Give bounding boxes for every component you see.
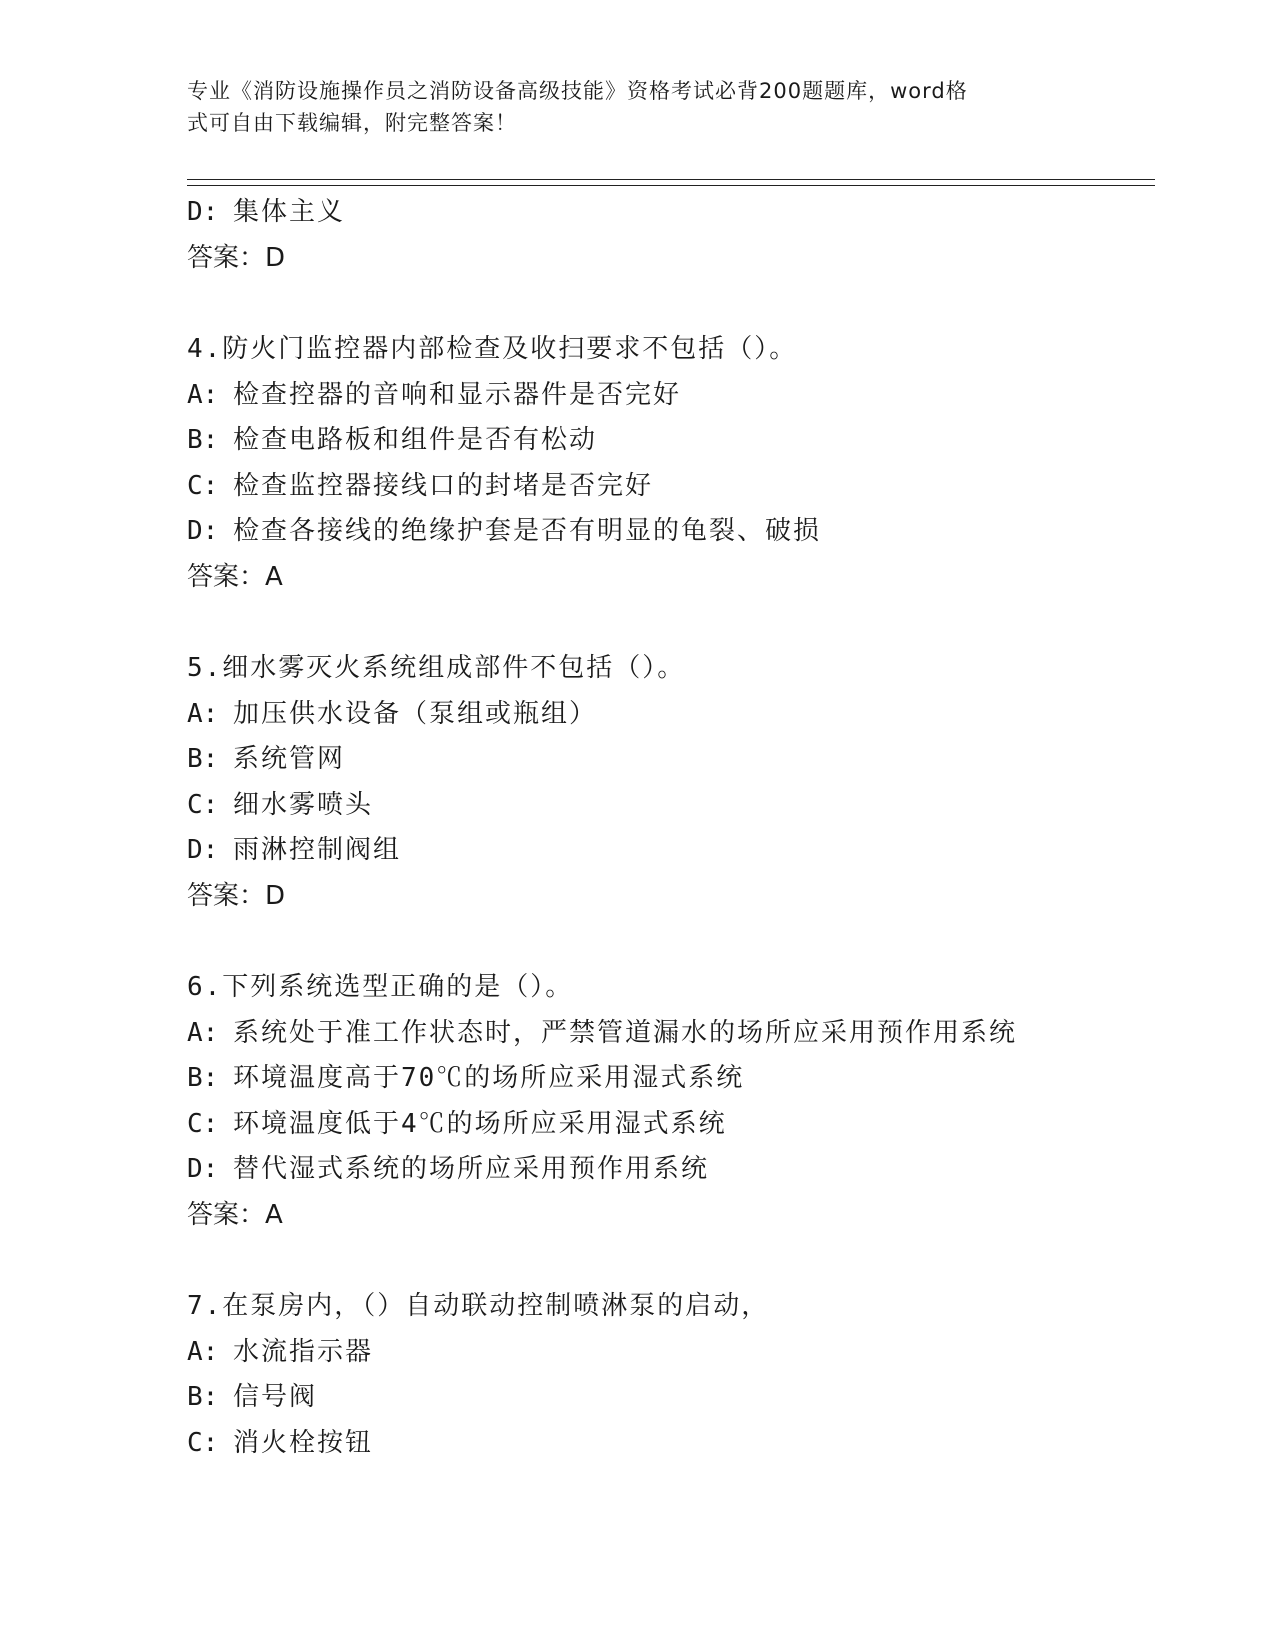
option-text: 环境温度低于4℃的场所应采用湿式系统 [233,1108,727,1139]
question-list [187,190,1147,1466]
spacer [187,281,1147,327]
option-b [187,418,1147,464]
answer-line: 答案：D [187,242,286,273]
answer-line: 答案：A [187,1199,283,1230]
header-line-2: 式可自由下载编辑，附完整答案！ [187,111,517,135]
option-d [187,509,1147,555]
question-5: 5.细水雾灭火系统组成部件不包括（）。 [187,653,686,683]
option-c [187,464,1147,510]
option-text: 环境温度高于70℃的场所应采用湿式系统 [233,1063,745,1093]
option-a [187,373,1147,419]
option-text: 雨淋控制阀组 [233,835,402,865]
option-a [187,1330,1147,1376]
option-a [187,1011,1147,1057]
option-label: A: [187,698,219,729]
option-label: C: [187,470,219,501]
option-label: D: [187,516,219,546]
document-header [187,75,1087,139]
option-text: 水流指示器 [233,1336,374,1367]
option-label: B: [187,1063,219,1093]
option-text: 信号阀 [233,1382,318,1412]
header-divider-bottom [187,185,1155,186]
answer-line: 答案：D [187,880,286,911]
option-text: 细水雾喷头 [233,789,374,820]
option-label: B: [187,1382,219,1412]
option-a [187,692,1147,738]
option-b [187,1375,1147,1421]
option-label: C: [187,1427,219,1458]
option-text: 加压供水设备（泵组或瓶组） [233,698,598,729]
option-d [187,828,1147,874]
spacer [187,919,1147,965]
option-text: 消火栓按钮 [233,1427,374,1458]
option-text: 检查电路板和组件是否有松动 [233,425,598,455]
option-text: 检查各接线的绝缘护套是否有明显的龟裂、破损 [233,516,822,546]
option-label: A: [187,379,219,410]
question-6: 6.下列系统选型正确的是（）。 [187,972,574,1002]
option-b [187,737,1147,783]
option-c [187,1421,1147,1467]
option-label: D: [187,1154,219,1184]
option-c [187,1102,1147,1148]
option-label: C: [187,1108,219,1139]
option-b [187,1056,1147,1102]
option-label: A: [187,1017,219,1048]
option-label: B: [187,425,219,455]
option-text: 替代湿式系统的场所应采用预作用系统 [233,1154,710,1184]
header-line-1: 专业《消防设施操作员之消防设备高级技能》资格考试必背200题题库，word格 [187,79,968,103]
question-4: 4.防火门监控器内部检查及收扫要求不包括（）。 [187,334,798,364]
question-7: 7.在泵房内，（）自动联动控制喷淋泵的启动， [187,1291,770,1321]
option-d [187,1147,1147,1193]
option-text: 检查监控器接线口的封堵是否完好 [233,470,654,501]
option-label: B: [187,744,219,774]
spacer [187,600,1147,646]
option-label: D: [187,197,219,227]
option-text: 集体主义 [233,197,346,227]
option-text: 检查控器的音响和显示器件是否完好 [233,379,682,410]
option-text: 系统管网 [233,744,346,774]
answer-line: 答案：A [187,561,283,592]
spacer [187,1238,1147,1284]
option-text: 系统处于准工作状态时，严禁管道漏水的场所应采用预作用系统 [233,1017,1018,1048]
option-label: D: [187,835,219,865]
option-label: A: [187,1336,219,1367]
header-divider-top [187,179,1155,180]
option-d [187,190,1147,236]
option-c [187,783,1147,829]
option-label: C: [187,789,219,820]
